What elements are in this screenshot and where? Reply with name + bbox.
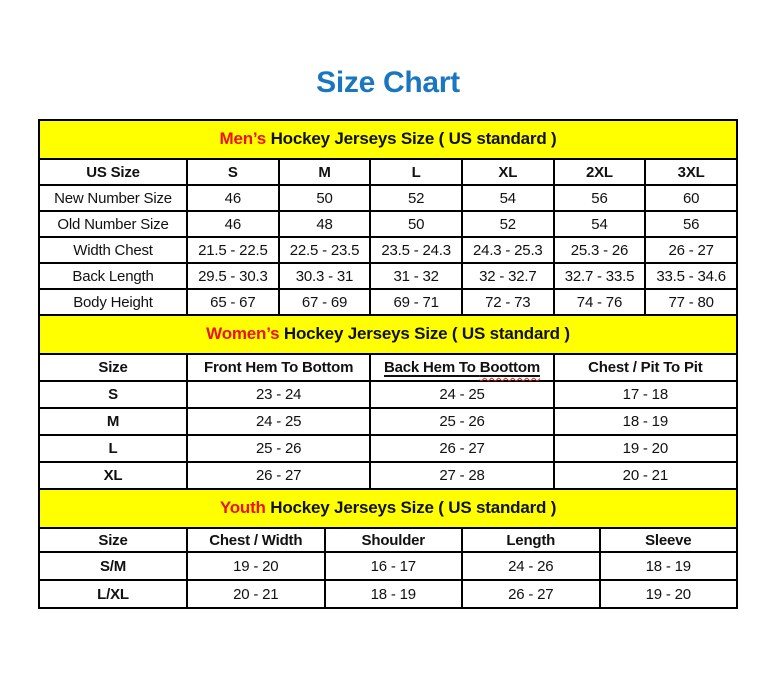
value-cell: 50 xyxy=(279,185,371,211)
value-cell: 46 xyxy=(187,211,279,237)
table-row xyxy=(39,435,737,462)
mens-heading-text: Hockey Jerseys Size ( US standard ) xyxy=(266,129,557,148)
value-cell: 20 - 21 xyxy=(187,580,325,608)
underlined-header-text: Back Hem To Boottom xyxy=(384,359,540,376)
value-cell: 19 - 20 xyxy=(600,580,738,608)
value-cell: 46 xyxy=(187,185,279,211)
value-cell: 60 xyxy=(645,185,737,211)
header-row xyxy=(39,528,737,552)
value-cell: 24 - 25 xyxy=(187,408,370,435)
row-label: M xyxy=(39,408,187,435)
youth-size-table xyxy=(38,527,738,609)
column-header: US Size xyxy=(39,159,187,185)
value-cell: 52 xyxy=(370,185,462,211)
header-row xyxy=(39,159,737,185)
value-cell: 26 - 27 xyxy=(187,462,370,489)
value-cell: 69 - 71 xyxy=(370,289,462,315)
value-cell: 26 - 27 xyxy=(645,237,737,263)
row-label: Body Height xyxy=(39,289,187,315)
value-cell: 56 xyxy=(645,211,737,237)
value-cell: 50 xyxy=(370,211,462,237)
column-header: XL xyxy=(462,159,554,185)
column-header: 3XL xyxy=(645,159,737,185)
mens-size-table xyxy=(38,158,738,316)
size-chart xyxy=(38,119,738,609)
value-cell: 23.5 - 24.3 xyxy=(370,237,462,263)
column-header: L xyxy=(370,159,462,185)
womens-heading-highlight: Women’s xyxy=(206,324,280,343)
value-cell: 20 - 21 xyxy=(554,462,737,489)
value-cell: 18 - 19 xyxy=(325,580,463,608)
row-label: Old Number Size xyxy=(39,211,187,237)
womens-size-table xyxy=(38,353,738,490)
column-header: 2XL xyxy=(554,159,646,185)
value-cell: 18 - 19 xyxy=(600,552,738,580)
column-header xyxy=(370,354,553,381)
womens-heading-text: Hockey Jerseys Size ( US standard ) xyxy=(279,324,570,343)
value-cell: 65 - 67 xyxy=(187,289,279,315)
mens-heading-highlight: Men’s xyxy=(219,129,267,148)
page-title: Size Chart xyxy=(316,66,460,99)
header-row xyxy=(39,354,737,381)
column-header: Front Hem To Bottom xyxy=(187,354,370,381)
column-header: Chest / Pit To Pit xyxy=(554,354,737,381)
womens-size-section xyxy=(38,314,738,490)
table-row xyxy=(39,552,737,580)
column-header: Size xyxy=(39,528,187,552)
value-cell: 29.5 - 30.3 xyxy=(187,263,279,289)
value-cell: 24.3 - 25.3 xyxy=(462,237,554,263)
womens-section-heading xyxy=(38,314,738,355)
mens-section-heading xyxy=(38,119,738,160)
value-cell: 31 - 32 xyxy=(370,263,462,289)
youth-heading-text: Hockey Jerseys Size ( US standard ) xyxy=(265,498,557,517)
value-cell: 56 xyxy=(554,185,646,211)
value-cell: 25.3 - 26 xyxy=(554,237,646,263)
value-cell: 32.7 - 33.5 xyxy=(554,263,646,289)
column-header: M xyxy=(279,159,371,185)
column-header: Chest / Width xyxy=(187,528,325,552)
table-row xyxy=(39,408,737,435)
column-header: Shoulder xyxy=(325,528,463,552)
row-label: XL xyxy=(39,462,187,489)
value-cell: 23 - 24 xyxy=(187,381,370,408)
mens-size-section xyxy=(38,119,738,316)
row-label: S/M xyxy=(39,552,187,580)
value-cell: 77 - 80 xyxy=(645,289,737,315)
value-cell: 33.5 - 34.6 xyxy=(645,263,737,289)
youth-heading-highlight: Youth xyxy=(219,498,266,517)
row-label: L xyxy=(39,435,187,462)
value-cell: 24 - 25 xyxy=(370,381,553,408)
value-cell: 21.5 - 22.5 xyxy=(187,237,279,263)
value-cell: 25 - 26 xyxy=(370,408,553,435)
value-cell: 19 - 20 xyxy=(554,435,737,462)
row-label: Back Length xyxy=(39,263,187,289)
value-cell: 25 - 26 xyxy=(187,435,370,462)
table-row xyxy=(39,237,737,263)
value-cell: 26 - 27 xyxy=(462,580,600,608)
value-cell: 54 xyxy=(462,185,554,211)
value-cell: 48 xyxy=(279,211,371,237)
value-cell: 18 - 19 xyxy=(554,408,737,435)
table-row xyxy=(39,462,737,489)
row-label: Width Chest xyxy=(39,237,187,263)
table-row xyxy=(39,580,737,608)
value-cell: 67 - 69 xyxy=(279,289,371,315)
value-cell: 54 xyxy=(554,211,646,237)
misspelled-word: Boottom xyxy=(479,359,540,376)
value-cell: 52 xyxy=(462,211,554,237)
value-cell: 27 - 28 xyxy=(370,462,553,489)
table-row xyxy=(39,263,737,289)
column-header: Size xyxy=(39,354,187,381)
value-cell: 24 - 26 xyxy=(462,552,600,580)
column-header: Sleeve xyxy=(600,528,738,552)
value-cell: 16 - 17 xyxy=(325,552,463,580)
row-label: New Number Size xyxy=(39,185,187,211)
value-cell: 17 - 18 xyxy=(554,381,737,408)
value-cell: 74 - 76 xyxy=(554,289,646,315)
column-header: Length xyxy=(462,528,600,552)
value-cell: 32 - 32.7 xyxy=(462,263,554,289)
value-cell: 26 - 27 xyxy=(370,435,553,462)
value-cell: 72 - 73 xyxy=(462,289,554,315)
table-row xyxy=(39,211,737,237)
youth-size-section xyxy=(38,488,738,609)
youth-section-heading xyxy=(38,488,738,529)
row-label: L/XL xyxy=(39,580,187,608)
column-header: S xyxy=(187,159,279,185)
table-row xyxy=(39,289,737,315)
value-cell: 22.5 - 23.5 xyxy=(279,237,371,263)
row-label: S xyxy=(39,381,187,408)
table-row xyxy=(39,185,737,211)
value-cell: 19 - 20 xyxy=(187,552,325,580)
table-row xyxy=(39,381,737,408)
value-cell: 30.3 - 31 xyxy=(279,263,371,289)
